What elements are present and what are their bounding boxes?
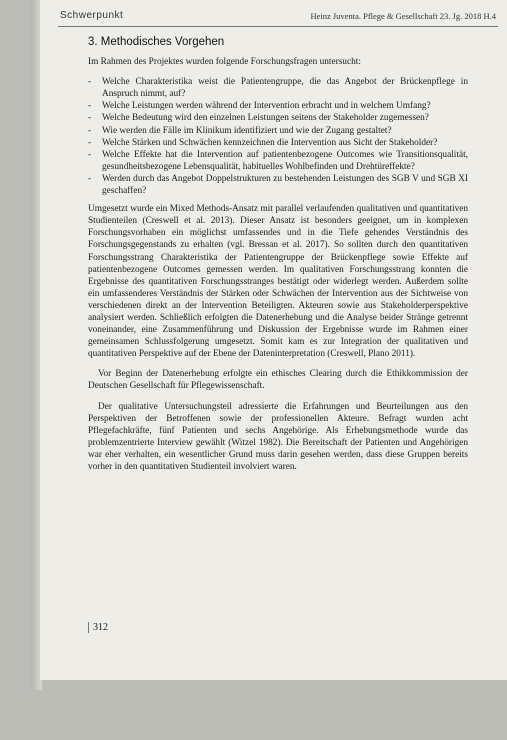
list-item: - Wie werden die Fälle im Klinikum identifiziert und wie der Zugang gestaltet? [88, 125, 468, 137]
list-item: - Werden durch das Angebot Doppelstrukturen zu bestehenden Leistungen des SGB V und SGB XI geschaffen? [88, 173, 468, 197]
list-item: - Welche Effekte hat die Intervention auf patientenbezogene Outcomes wie Transitionsqualität, gesundheitsbezogene Lebensqualität, habituelles Wohlbefinden und Drehtüreffekte? [88, 149, 468, 173]
header-section-label: Schwerpunkt [60, 10, 124, 21]
section-title: 3. Methodisches Vorgehen [88, 36, 225, 48]
research-questions-list [88, 76, 468, 197]
intro-paragraph: Im Rahmen des Projektes wurden folgende Forschungsfragen untersucht: [88, 57, 361, 68]
page-number: 312 [88, 622, 108, 633]
list-item: - Welche Leistungen werden während der Intervention erbracht und in welchem Umfang? [88, 100, 468, 112]
body-paragraph: Umgesetzt wurde ein Mixed Methods-Ansatz mit parallel verlaufenden qualitativen und quantitativen Studienteilen (Creswell et al. 2013). Dieser Ansatz ist besonders geeignet, um in komplexen Forschungsvorhaben ein möglichst umfassendes und in die Tiefe gehendes Verständnis des Forschungsgegenstands zu erhalten (vgl. Bressan et al. 2017). So sollten durch den quantitativen Forschungsstrang Charakteristika der Patientengruppe der Brückenpflege sowie Effekte auf patientenbezogene Outcomes gemessen werden. Im qualitativen Forschungsstrang konnten die Ergebnisse des quantitativen Forschungsstranges bestätigt oder widerlegt werden. Außerdem sollte ein umfassenderes Verständnis der Stärken oder Schwächen der Intervention aus der Sichtweise von verschiedenen direkt an der Intervention Beteiligten. Akteuren sowie aus Stakeholderperspektive analysiert werden. Schließlich erfolgten die Datenerhebung und die Analyse beider Stränge getrennt voneinander, eine Zusammenführung und Diskussion der Ergebnisse wurde im Rahmen einer gemeinsamen Schlussfolgerung umgesetzt. Somit kam es zur Integration der qualitativen und quantitativen Perspektive auf der Ebene der Dateninterpretation (Creswell, Plano 2011). [88, 204, 468, 360]
header-journal-info: Heinz Juventa. Pflege & Gesellschaft 23. Jg. 2018 H.4 [310, 11, 496, 21]
body-paragraph: Vor Beginn der Datenerhebung erfolgte ein ethisches Clearing durch die Ethikkommission der Deutschen Gesellschaft für Pflegewissenschaft. [88, 369, 468, 392]
list-item: - Welche Bedeutung wird den einzelnen Leistungen seitens der Stakeholder zugemessen? [88, 112, 468, 124]
body-paragraph: Der qualitative Untersuchungsteil adressierte die Erfahrungen und Beurteilungen aus den Perspektiven der Betroffenen sowie der professionellen Akteure. Befragt wurden acht Pflegefachkräfte, fünf Patienten und sechs Angehörige. Als Erhebungsmethode wurde das problemzentrierte Interview gewählt (Witzel 1982). Die Bereitschaft der Patienten und Angehörigen war eher verhalten, ein wesentlicher Grund muss darin gesehen werden, dass diese Gruppen bereits vorher in den quantitativen Studienteil involviert waren. [88, 401, 468, 472]
page-body [88, 36, 468, 481]
running-header [58, 8, 498, 27]
list-item: - Welche Charakteristika weist die Patientengruppe, die das Angebot der Brückenpflege in Anspruch nimmt, auf? [88, 76, 468, 100]
list-item: - Welche Stärken und Schwächen kennzeichnen die Intervention aus Sicht der Stakeholder? [88, 137, 468, 149]
